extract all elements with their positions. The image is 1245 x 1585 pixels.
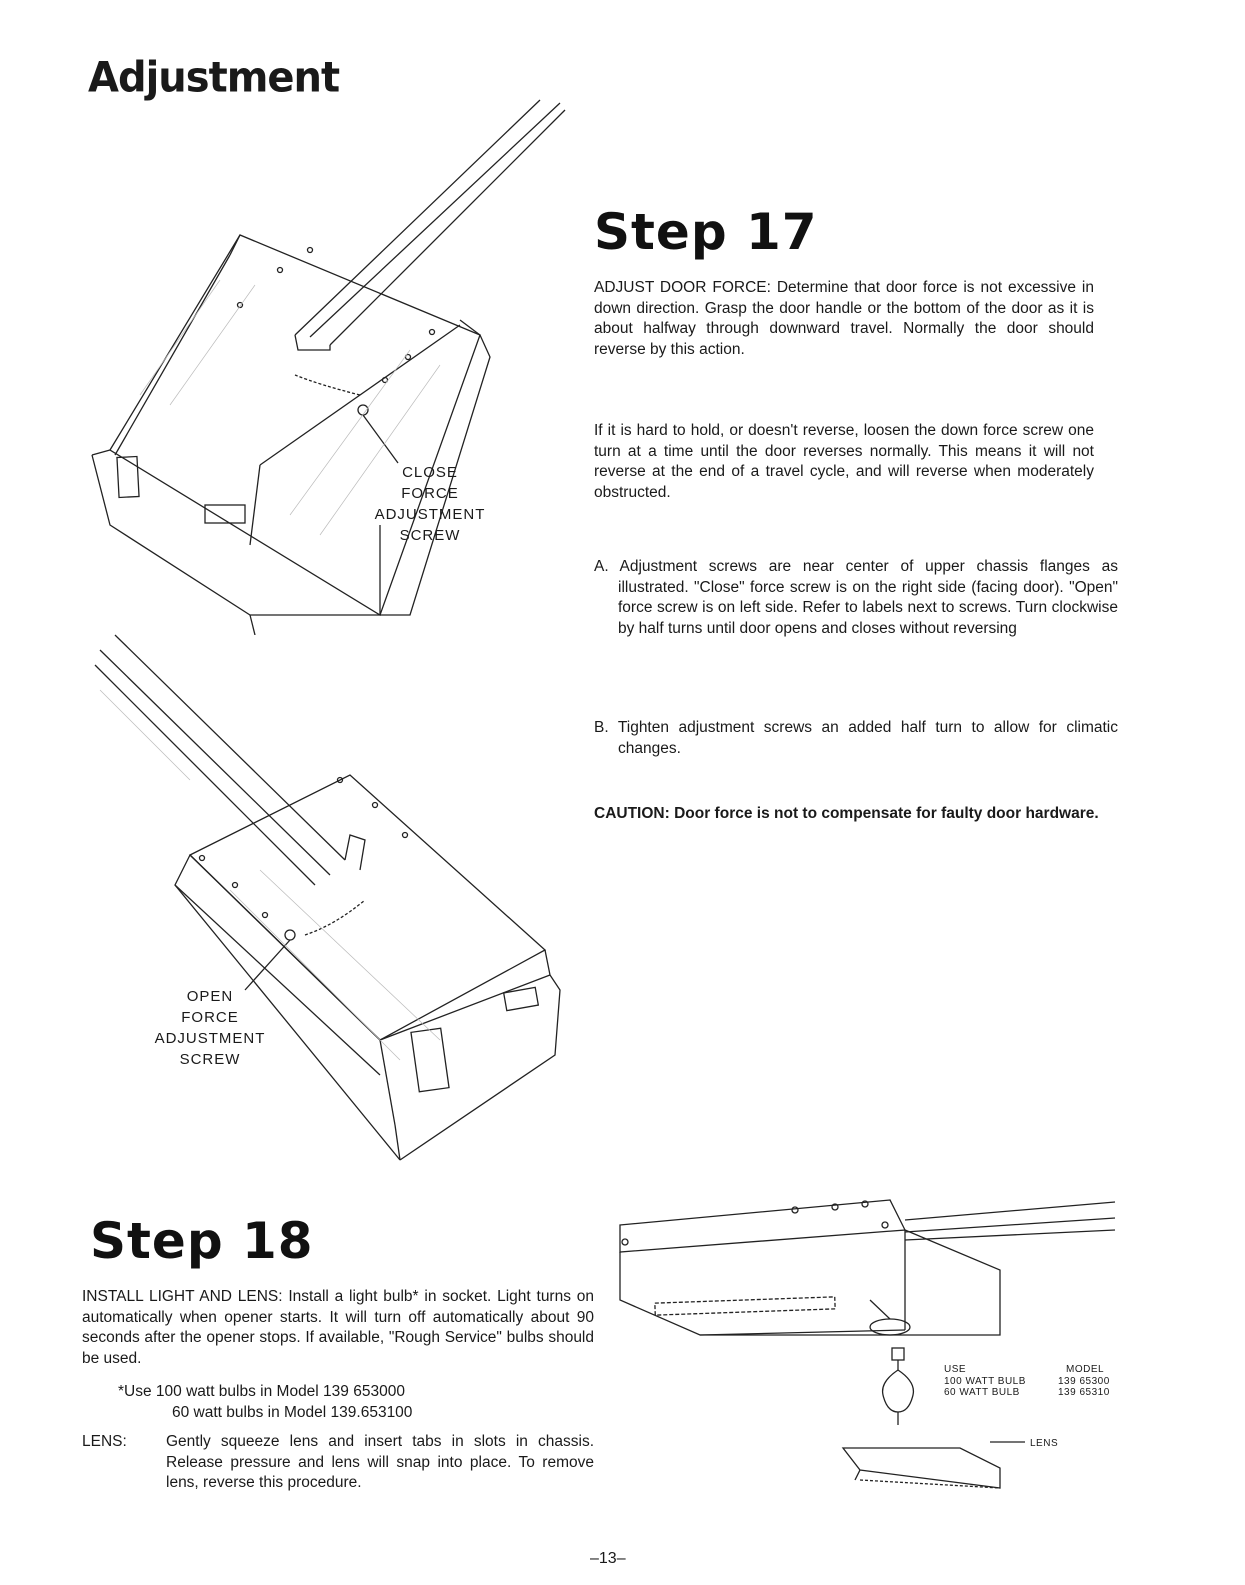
- light-lens-illustration: [605, 1190, 1120, 1500]
- step18-para1: INSTALL LIGHT AND LENS: Install a light bulb* in socket. Light turns on automatically when opener starts. It will turn off automatically about 90 seconds after the opener stops. If available, "Rough Service" bulbs should be used.: [82, 1288, 594, 1367]
- lens-label: LENS:: [82, 1433, 127, 1450]
- open-force-callout-label: OPEN FORCE ADJUSTMENT SCREW: [154, 988, 266, 1068]
- bulb-60-label: 60 WATT BULB: [944, 1387, 1020, 1398]
- opener-open-force-illustration: [80, 630, 580, 1170]
- model-2-label: 139 65310: [1058, 1387, 1110, 1398]
- step17-para2: If it is hard to hold, or doesn't reverse, loosen the down force screw one turn at a time until the door reverses normally. This means it will not reverse at the end of a travel cycle, and will reverse when moderately obstructed.: [594, 422, 1094, 501]
- caution-note: [594, 803, 1099, 824]
- caution-text: Door force is not to compensate for faulty door hardware.: [674, 805, 1099, 822]
- model-1-label: 139 65300: [1058, 1376, 1110, 1387]
- step17-item-b: B. Tighten adjustment screws an added half turn to allow for climatic changes.: [594, 719, 1118, 757]
- lens-instructions: Gently squeeze lens and insert tabs in slots in chassis. Release pressure and lens will snap into place. To remove lens, reverse this procedure.: [166, 1433, 594, 1491]
- bulb-100-label: 100 WATT BULB: [944, 1376, 1026, 1387]
- page-title: Adjustment: [88, 53, 340, 103]
- lens-callout-label: LENS: [1030, 1438, 1059, 1449]
- bulb-note-line2: 60 watt bulbs in Model 139.653100: [172, 1404, 413, 1421]
- bulb-note-line1: *Use 100 watt bulbs in Model 139 653000: [118, 1383, 405, 1400]
- caution-label: CAUTION:: [594, 805, 670, 822]
- use-label: USE: [944, 1364, 967, 1375]
- step17-para1: ADJUST DOOR FORCE: Determine that door force is not excessive in down direction. Grasp the door handle or the bottom of the door as it is about halfway through downward travel. Normally the door should reverse by this action.: [594, 279, 1094, 358]
- step18-heading: Step 18: [90, 1212, 314, 1270]
- opener-close-force-illustration: [80, 95, 580, 635]
- model-label: MODEL: [1066, 1364, 1105, 1375]
- step17-item-a: A. Adjustment screws are near center of upper chassis flanges as illustrated. "Close" force screw is on the right side (facing door). "Open" force screw is on left side. Refer to labels next to screws. Turn clockwise by half turns until door opens and closes without reversing: [594, 558, 1118, 637]
- close-force-callout-label: CLOSE FORCE ADJUSTMENT SCREW: [374, 464, 486, 544]
- page-number: –13–: [590, 1550, 626, 1567]
- step17-heading: Step 17: [594, 203, 818, 261]
